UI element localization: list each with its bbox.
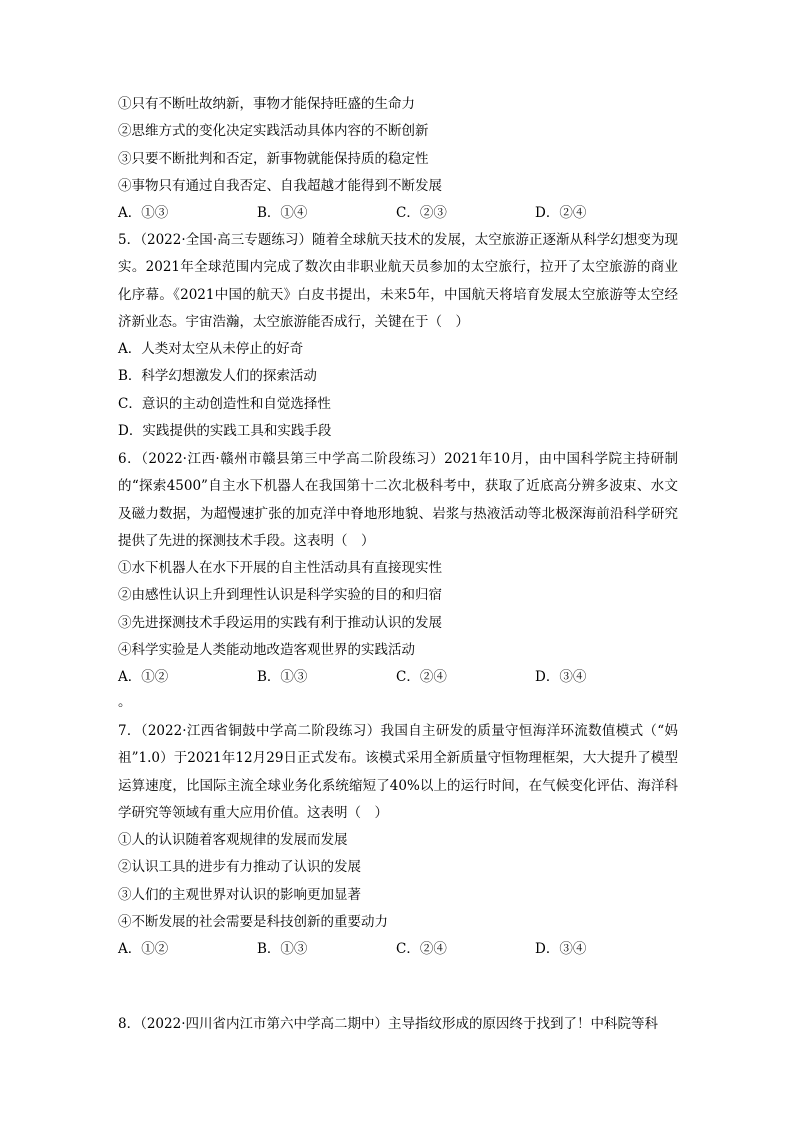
question-4: [118, 91, 678, 227]
statement: ②思维方式的变化决定实践活动具体内容的不断创新: [118, 123, 429, 140]
statement: ①只有不断吐故纳新，事物才能保持旺盛的生命力: [118, 96, 415, 112]
answer-options: [118, 936, 678, 963]
option-b: B．①④: [257, 205, 308, 222]
statement: ②认识工具的进步有力推动了认识的发展: [118, 859, 361, 876]
statement: ③人们的主观世界对认识的影响更加显著: [118, 886, 361, 903]
statement: ③只要不断批判和否定，新事物就能保持质的稳定性: [118, 150, 429, 167]
statement: ④不断发展的社会需要是科技创新的重要动力: [118, 914, 388, 931]
question-8: [118, 1011, 678, 1038]
option-a: A．①③: [118, 205, 169, 222]
option-d: D．②④: [535, 205, 587, 222]
statement: ①人的认识随着客观规律的发展而发展: [118, 832, 348, 849]
option-d: D．③④: [535, 669, 587, 686]
question-5: [118, 227, 678, 445]
trailing-mark: 。: [118, 693, 132, 710]
option-a: A．人类对太空从未停止的好奇: [118, 341, 304, 358]
option-b: B．科学幻想激发人们的探索活动: [118, 368, 317, 385]
option-c: C．②③: [396, 205, 447, 222]
statement: ④科学实验是人类能动地改造客观世界的实践活动: [118, 642, 415, 659]
option-c: C．②④: [396, 669, 447, 686]
option-a: A．①②: [118, 941, 169, 958]
option-d: D．③④: [535, 941, 587, 958]
option-b: B．①③: [257, 669, 308, 686]
question-stem: 8．（2022·四川省内江市第六中学高二期中）主导指纹形成的原因终于找到了！中科院等科: [118, 1016, 658, 1032]
question-stem: 5．（2022·全国·高三专题练习）随着全球航天技术的发展，太空旅游正逐渐从科学幻想变为现实。2021年全球范围内完成了数次由非职业航天员参加的太空旅行，拉开了太空旅游的商业化序幕。《2021中国的航天》白皮书提出，未来5年，中国航天将培育发展太空旅游等太空经济新业态。宇宙浩瀚，太空旅游能否成行，关键在于（ ）: [118, 232, 678, 330]
statement: ④事物只有通过自我否定、自我超越才能得到不断发展: [118, 177, 442, 194]
question-7: [118, 718, 678, 964]
question-6: [118, 446, 678, 712]
option-c: C．意识的主动创造性和自觉选择性: [118, 395, 331, 412]
statement: ③先进探测技术手段运用的实践有利于推动认识的发展: [118, 614, 442, 631]
question-stem: 6．（2022·江西·赣州市赣县第三中学高二阶段练习）2021年10月，由中国科学院主持研制的“探索4500”自主水下机器人在我国第十二次北极科考中，获取了近底高分辨多波束、水文及磁力数据，为超慢速扩张的加克洋中脊地形地貌、岩浆与热液活动等北极深海前沿科学研究提供了先进的探测技术手段。这表明（ ）: [118, 451, 678, 549]
option-a: A．①②: [118, 669, 169, 686]
option-c: C．②④: [396, 941, 447, 958]
answer-options: [118, 664, 678, 691]
option-d: D．实践提供的实践工具和实践手段: [118, 423, 332, 440]
answer-options: [118, 200, 678, 227]
question-stem: 7．（2022·江西省铜鼓中学高二阶段练习）我国自主研发的质量守恒海洋环流数值模式（“妈祖”1.0）于2021年12月29日正式发布。该模式采用全新质量守恒物理框架，大大提升了模型运算速度，比国际主流全球业务化系统缩短了40%以上的运行时间，在气候变化评估、海洋科学研究等领域有重大应用价值。这表明（ ）: [118, 723, 678, 821]
statement: ②由感性认识上升到理性认识是科学实验的目的和归宿: [118, 587, 442, 604]
option-b: B．①③: [257, 941, 308, 958]
statement: ①水下机器人在水下开展的自主性活动具有直接现实性: [118, 560, 442, 577]
